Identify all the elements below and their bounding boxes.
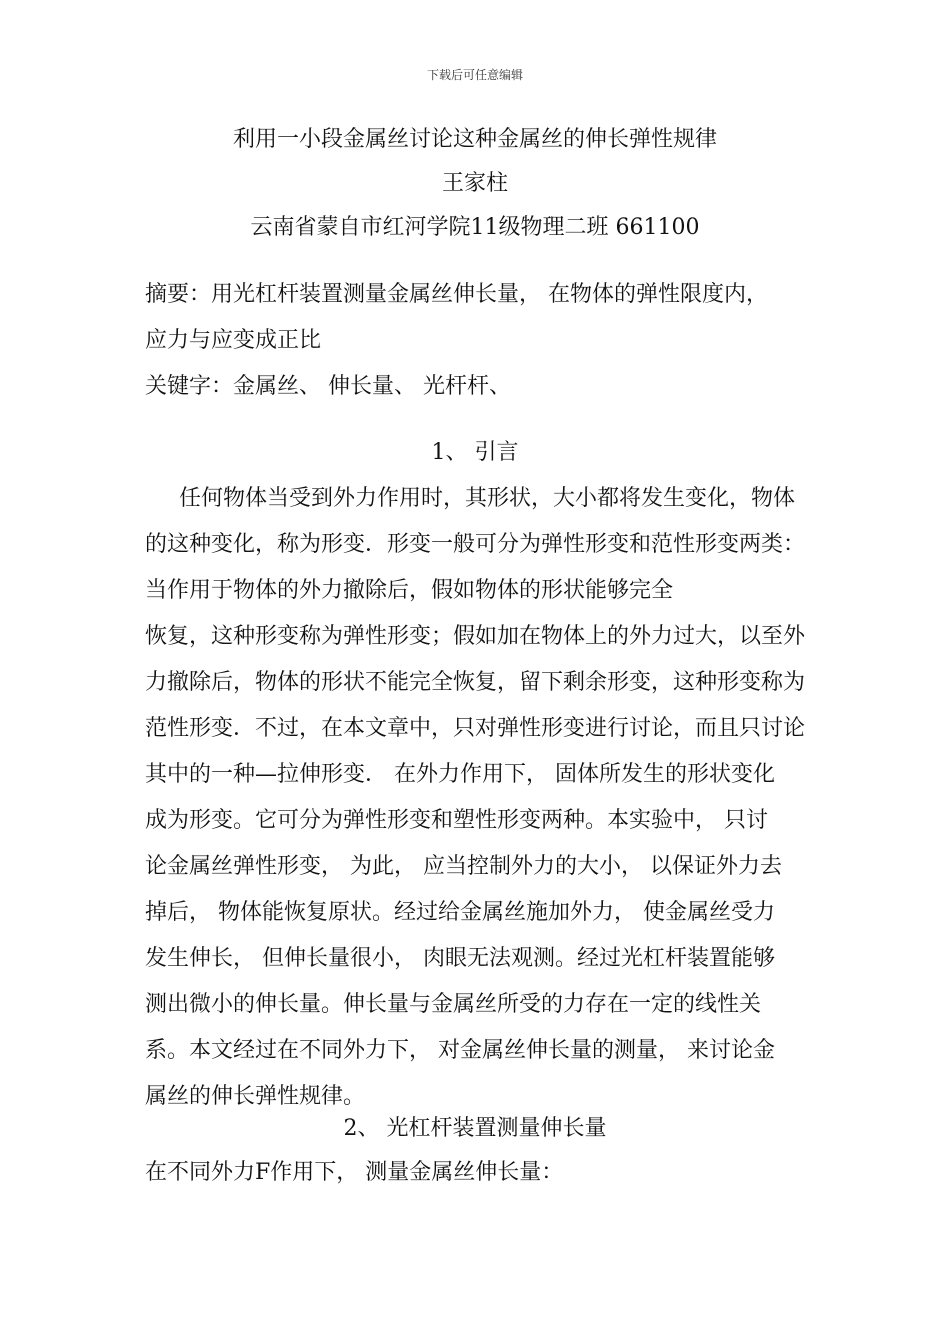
paragraph-line: 测出微小的伸长量。伸长量与金属丝所受的力存在一定的线性关 [145,992,762,1017]
paragraph-line: 的这种变化，称为形变．形变一般可分为弹性形变和范性形变两类： [145,532,806,557]
paragraph-line: 属丝的伸长弹性规律。 [145,1084,366,1109]
paragraph-line: 成为形变。它可分为弹性形变和塑性形变两种。本实验中， 只讨 [145,808,768,833]
abstract-block [145,272,810,410]
paragraph-line: 在不同外力F作用下， 测量金属丝伸长量： [145,1160,564,1185]
paper-title: 利用一小段金属丝讨论这种金属丝的伸长弹性规律 [232,127,717,152]
section-1-body [145,476,810,1120]
paragraph-line: 范性形变．不过，在本文章中，只对弹性形变进行讨论，而且只讨论 [145,716,806,741]
title-block [0,118,950,250]
author-name: 王家柱 [441,171,508,196]
paragraph-line: 当作用于物体的外力撤除后，假如物体的形状能够完全 [145,578,674,603]
keywords-line: 关键字：金属丝、 伸长量、 光杆杆、 [145,374,511,399]
paragraph-line: 掉后， 物体能恢复原状。经过给金属丝施加外力， 使金属丝受力 [145,900,775,925]
paragraph-line: 任何物体当受到外力作用时，其形状，大小都将发生变化，物体 [179,486,796,511]
abstract-line: 应力与应变成正比 [145,328,322,353]
paragraph-line: 发生伸长， 但伸长量很小， 肉眼无法观测。经过光杠杆装置能够 [145,946,775,971]
abstract-line: 摘要：用光杠杆装置测量金属丝伸长量， 在物体的弹性限度内， [145,282,768,307]
section-2-body [145,1150,810,1196]
paragraph-line: 系。本文经过在不同外力下， 对金属丝伸长量的测量， 来讨论金 [145,1038,775,1063]
paragraph-line: 力撤除后，物体的形状不能完全恢复，留下剩余形变，这种形变称为 [145,670,806,695]
author-affiliation: 云南省蒙自市红河学院11级物理二班 661100 [250,215,700,240]
watermark-text: 下载后可任意编辑 [426,68,523,82]
section-2-heading: 2、 光杠杆装置测量伸长量 [343,1116,607,1141]
paragraph-line: 其中的一种—拉伸形变． 在外力作用下， 固体所发生的形状变化 [145,762,775,787]
paragraph-line: 论金属丝弹性形变， 为此， 应当控制外力的大小， 以保证外力去 [145,854,782,879]
paragraph-line: 恢复，这种形变称为弹性形变；假如加在物体上的外力过大，以至外 [145,624,806,649]
section-1-heading: 1、 引言 [431,440,519,465]
